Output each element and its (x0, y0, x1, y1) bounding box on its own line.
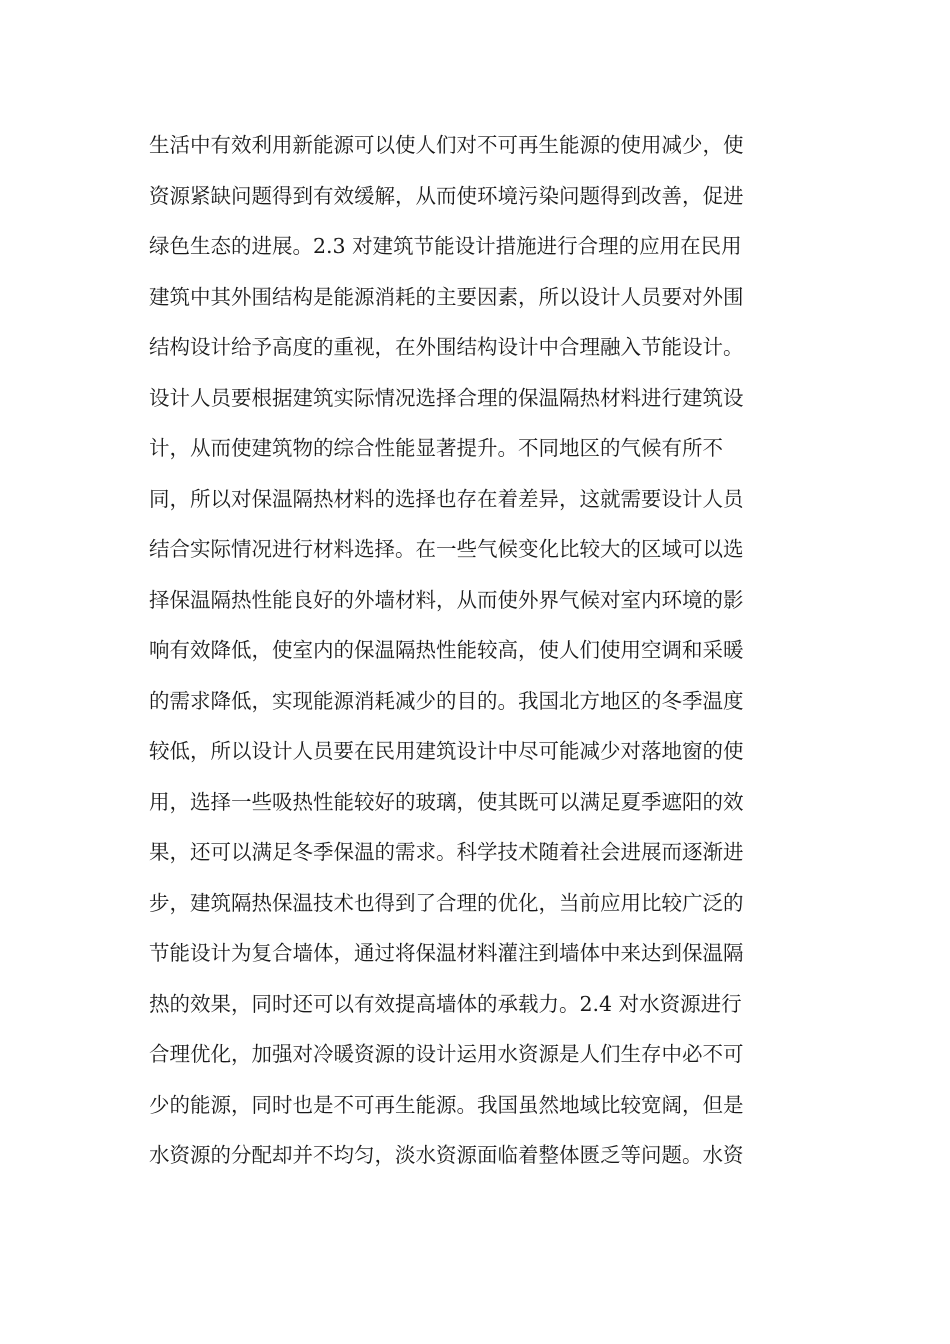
body-text (149, 120, 809, 1181)
text-line: 节能设计为复合墙体，通过将保温材料灌注到墙体中来达到保温隔 (149, 941, 744, 965)
text-line: 择保温隔热性能良好的外墙材料，从而使外界气候对室内环境的影 (149, 587, 744, 612)
text-line: 结合实际情况进行材料选择。在一些气候变化比较大的区域可以选 (149, 537, 744, 561)
text-line: 响有效降低，使室内的保温隔热性能较高，使人们使用空调和采暖 (149, 638, 744, 662)
text-line: 合理优化，加强对冷暖资源的设计运用水资源是人们生存中必不可 (149, 1042, 744, 1066)
text-line: 同，所以对保温隔热材料的选择也存在着差异，这就需要设计人员 (149, 486, 744, 511)
text-line: 果，还可以满足冬季保温的需求。科学技术随着社会进展而逐渐进 (149, 840, 744, 864)
text-line: 步，建筑隔热保温技术也得到了合理的优化，当前应用比较广泛的 (149, 890, 744, 915)
text-line: 建筑中其外围结构是能源消耗的主要因素，所以设计人员要对外围 (149, 284, 744, 309)
text-line: 热的效果，同时还可以有效提高墙体的承载力。2.4 对水资源进行 (149, 991, 742, 1016)
text-line: 资源紧缺问题得到有效缓解，从而使环境污染问题得到改善，促进 (149, 183, 744, 208)
text-line: 的需求降低，实现能源消耗减少的目的。我国北方地区的冬季温度 (149, 688, 744, 713)
text-line: 设计人员要根据建筑实际情况选择合理的保温隔热材料进行建筑设 (149, 385, 744, 410)
text-line: 较低，所以设计人员要在民用建筑设计中尽可能减少对落地窗的使 (149, 739, 744, 763)
text-line: 计，从而使建筑物的综合性能显著提升。不同地区的气候有所不 (149, 436, 723, 460)
text-line: 水资源的分配却并不均匀，淡水资源面临着整体匮乏等问题。水资 (149, 1143, 744, 1167)
text-line: 用，选择一些吸热性能较好的玻璃，使其既可以满足夏季遮阳的效 (149, 789, 744, 814)
text-line: 结构设计给予高度的重视，在外围结构设计中合理融入节能设计。 (149, 335, 744, 359)
text-line: 生活中有效利用新能源可以使人们对不可再生能源的使用减少，使 (149, 133, 744, 157)
text-line: 绿色生态的进展。2.3 对建筑节能设计措施进行合理的应用在民用 (149, 234, 742, 258)
text-line: 少的能源，同时也是不可再生能源。我国虽然地域比较宽阔，但是 (149, 1092, 744, 1117)
